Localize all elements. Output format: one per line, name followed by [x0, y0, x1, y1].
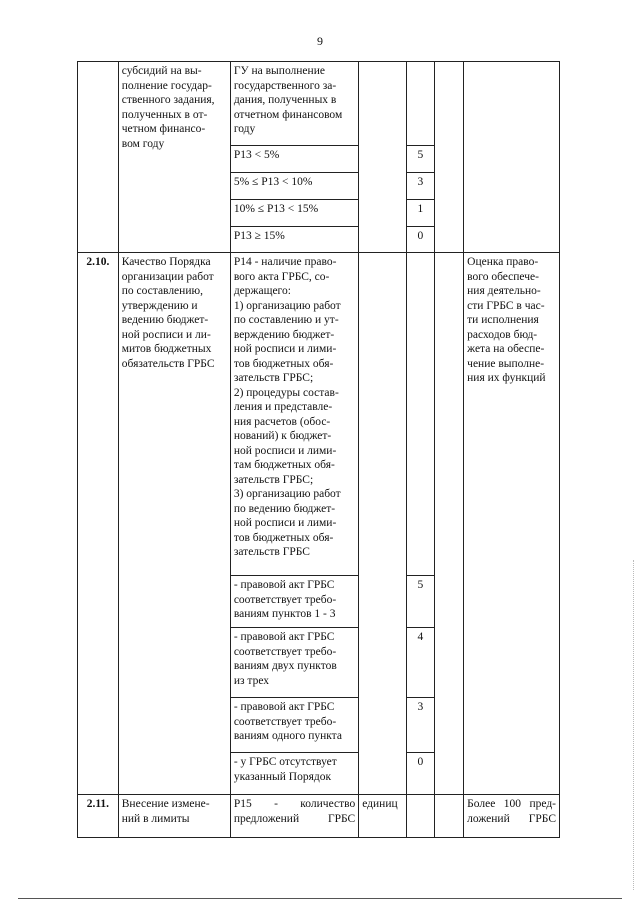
indicator-name-cell: субсидий на вы- полнение государ- ственного задания, полученных в от- четном финансо- вом году — [118, 62, 230, 253]
weight-cell — [434, 253, 464, 795]
criterion-cell: ГУ на выполнение государственного за- дания, полученных в отчетном финансовом году — [230, 62, 358, 146]
unit-cell: единиц — [359, 795, 407, 838]
indicator-name-cell: Качество Порядка организации работ по составлению, утверждению и ведению бюджет- ной росписи и ли- митов бюджетных обязательств ГРБС — [118, 253, 230, 795]
criteria-table — [77, 61, 560, 838]
score-cell: 3 — [407, 698, 435, 753]
unit-cell — [359, 62, 407, 253]
table-row — [78, 253, 560, 576]
criterion-cell: P15 - количество предложений ГРБС — [230, 795, 358, 838]
indicator-name-cell: Внесение измене- ний в лимиты — [118, 795, 230, 838]
comment-cell — [464, 62, 560, 253]
score-cell: 1 — [407, 200, 435, 227]
score-cell — [407, 795, 435, 838]
row-number-cell — [78, 62, 119, 253]
table-row — [78, 62, 560, 146]
criterion-cell: - правовой акт ГРБС соответствует требо- ваниям одного пункта — [230, 698, 358, 753]
row-number-cell: 2.11. — [78, 795, 119, 838]
unit-cell — [359, 253, 407, 795]
criterion-cell: - правовой акт ГРБС соответствует требо- ваниям двух пунктов из трех — [230, 628, 358, 698]
score-cell: 4 — [407, 628, 435, 698]
criterion-cell: 5% ≤ P13 < 10% — [230, 173, 358, 200]
criterion-cell: P14 - наличие право- вого акта ГРБС, со- держащего: 1) организацию работ по составлению и ут- верждению бюджет- ной росписи и лими- тов бюджетных обя- зательств ГРБС; 2) процедуры состав- ления и представле- ния расчетов (обос- нований) к бюджет- ной росписи и лими- там бюджетных обя- зательств ГРБС; 3) организацию работ по ведению бюджет- ной росписи и лими- тов бюджетных обя- зательств ГРБС — [230, 253, 358, 576]
weight-cell — [434, 795, 464, 838]
comment-cell: Более 100 пред- ложений ГРБС — [464, 795, 560, 838]
score-cell: 3 — [407, 173, 435, 200]
comment-cell: Оценка право- вого обеспече- ния деятельно- сти ГРБС в час- ти исполнения расходов бюд- жета на обеспе- чение выполне- ния их функций — [464, 253, 560, 795]
table-row — [78, 795, 560, 838]
score-cell: 5 — [407, 576, 435, 628]
criterion-cell: 10% ≤ P13 < 15% — [230, 200, 358, 227]
scan-bottom-line — [18, 898, 622, 899]
weight-cell — [434, 62, 464, 253]
score-cell: 0 — [407, 227, 435, 253]
criterion-cell: P13 ≥ 15% — [230, 227, 358, 253]
criterion-cell: - правовой акт ГРБС соответствует требо- ваниям пунктов 1 - 3 — [230, 576, 358, 628]
score-cell: 5 — [407, 146, 435, 173]
page-number: 9 — [317, 34, 323, 48]
row-number-cell: 2.10. — [78, 253, 119, 795]
criterion-cell: P13 < 5% — [230, 146, 358, 173]
score-cell: 0 — [407, 753, 435, 795]
criterion-cell: - у ГРБС отсутствует указанный Порядок — [230, 753, 358, 795]
score-cell — [407, 253, 435, 576]
score-cell — [407, 62, 435, 146]
scan-edge-marks — [632, 560, 634, 890]
